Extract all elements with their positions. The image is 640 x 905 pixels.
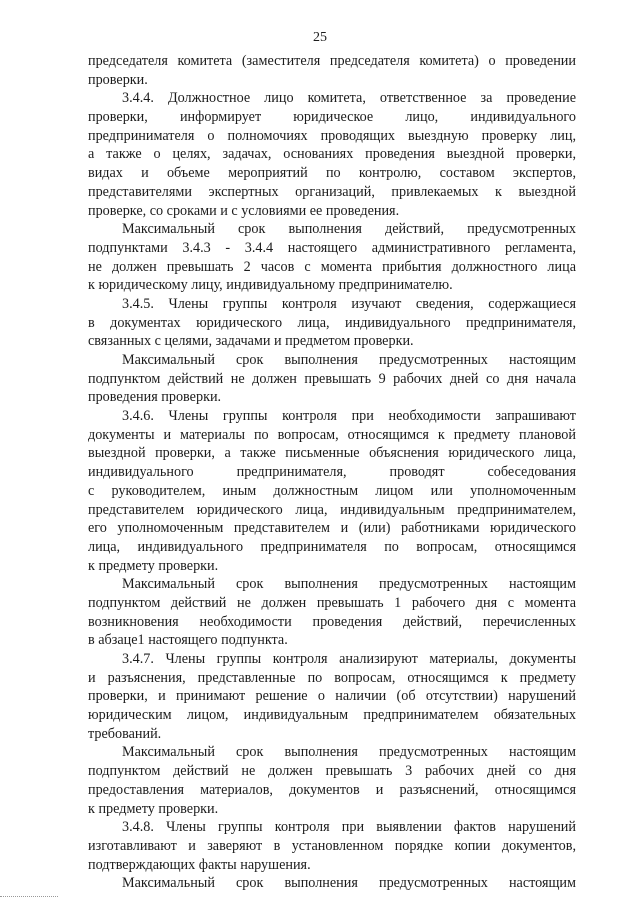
text-line: в абзаце1 настоящего подпункта. xyxy=(88,632,288,649)
text-line: выездной проверки, а также письменные объяснения юридического лица, xyxy=(88,445,576,462)
text-line: связанных с целями, задачами и предметом проверки. xyxy=(88,333,414,350)
paragraph xyxy=(88,575,576,650)
text-line: 3.4.7. Члены группы контроля анализируют материалы, документы xyxy=(122,651,576,667)
text-line: предоставления материалов, документов и разъяснений, относящимся xyxy=(88,781,576,798)
text-line: лица, индивидуального предпринимателя по вопросам, относящимся xyxy=(88,538,576,555)
text-line: к юридическому лицу, индивидуальному предпринимателю. xyxy=(88,277,453,294)
text-line: проверке, со сроками и с условиями ее проведения. xyxy=(88,202,400,219)
paragraph xyxy=(88,743,576,818)
text-line: представителями экспертных организаций, привлекаемых к выездной xyxy=(88,183,576,200)
document-body xyxy=(88,52,576,893)
text-line: Максимальный срок выполнения предусмотренных настоящим xyxy=(122,576,576,593)
text-line: подпунктами 3.4.3 - 3.4.4 настоящего административного регламента, xyxy=(88,239,576,256)
text-line: проведения проверки. xyxy=(88,389,222,406)
paragraph xyxy=(88,220,576,295)
text-line: и разъяснения, представленные по вопросам, относящимся к предмету xyxy=(88,669,576,686)
text-line: предпринимателя о полномочиях проводящих выездную проверку лиц, xyxy=(88,127,576,144)
text-line: 3.4.5. Члены группы контроля изучают сведения, содержащиеся xyxy=(122,295,576,312)
text-line: к предмету проверки. xyxy=(88,557,219,574)
text-line: Максимальный срок выполнения предусмотренных настоящим xyxy=(122,875,576,892)
text-line: 3.4.6. Члены группы контроля при необходимости запрашивают xyxy=(122,408,576,425)
text-line: индивидуального предпринимателя, проводят собеседования xyxy=(88,464,576,481)
text-line: к предмету проверки. xyxy=(88,800,219,817)
paragraph xyxy=(88,52,576,89)
text-line: 3.4.8. Члены группы контроля при выявлении фактов нарушений xyxy=(122,819,576,836)
paragraph xyxy=(88,874,576,893)
text-line: Максимальный срок выполнения предусмотренных настоящим xyxy=(122,744,576,761)
page-number: 25 xyxy=(313,30,327,45)
paragraph xyxy=(88,650,576,743)
text-line: в документах юридического лица, индивидуального предпринимателя, xyxy=(88,314,576,331)
paragraph xyxy=(88,351,576,407)
text-line: изготавливают и заверяют в установленном порядке копии документов, xyxy=(88,837,576,854)
text-line: не должен превышать 2 часов с момента прибытия должностного лица xyxy=(88,258,576,275)
text-line: проверки. xyxy=(88,71,148,88)
text-line: подпунктом действий не должен превышать 3 рабочих дней со дня xyxy=(88,763,576,780)
paragraph xyxy=(88,89,576,220)
text-line: требований. xyxy=(88,725,162,742)
text-line: 3.4.4. Должностное лицо комитета, ответственное за проведение xyxy=(122,90,576,107)
text-line: проверки, и принимают решение о наличии (об отсутствии) нарушений xyxy=(88,688,576,705)
text-line: видах и объеме мероприятий по контролю, составом экспертов, xyxy=(88,165,576,182)
text-line: Максимальный срок выполнения предусмотренных настоящим xyxy=(122,352,576,368)
text-line: с руководителем, иным должностным лицом или уполномоченным xyxy=(88,482,576,499)
text-line: представителем юридического лица, индивидуальным предпринимателем, xyxy=(88,501,576,518)
footer-rule xyxy=(0,896,58,897)
text-line: подпунктом действий не должен превышать 9 рабочих дней со дня начала xyxy=(88,370,576,387)
paragraph xyxy=(88,295,576,351)
text-line: а также о целях, задачах, основаниях проведения выездной проверки, xyxy=(88,146,576,163)
text-line: возникновения необходимости проведения действий, перечисленных xyxy=(88,613,576,630)
text-line: его уполномоченным представителем и (или) работниками юридического xyxy=(88,520,576,537)
text-line: юридическим лицом, индивидуальным предпринимателем обязательных xyxy=(88,707,576,724)
text-line: подтверждающих факты нарушения. xyxy=(88,856,311,873)
text-line: подпунктом действий не должен превышать 1 рабочего дня с момента xyxy=(88,594,576,611)
text-line: Максимальный срок выполнения действий, предусмотренных xyxy=(122,221,576,238)
paragraph xyxy=(88,407,576,575)
text-line: документы и материалы по вопросам, относящимся к предмету плановой xyxy=(88,426,576,443)
text-line: проверки, информирует юридическое лицо, индивидуального xyxy=(88,109,576,126)
paragraph xyxy=(88,818,576,874)
text-line: председателя комитета (заместителя председателя комитета) о проведении xyxy=(88,53,576,69)
